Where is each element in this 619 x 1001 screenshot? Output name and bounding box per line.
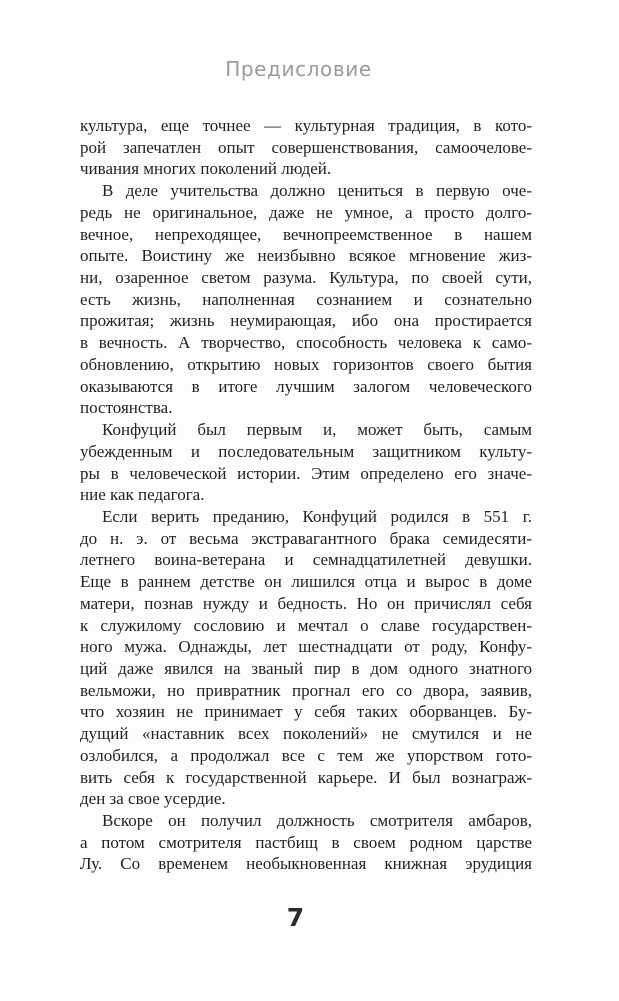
text-line: рой запечатлен опыт совершенствования, самоочелове-: [80, 137, 532, 157]
body-text: [80, 115, 532, 875]
text-line: ден за свое усердие.: [80, 789, 226, 809]
text-line: опыте. Воистину же неизбывно всякое мгновение жиз-: [80, 246, 532, 266]
text-line: чивания многих поколений людей.: [80, 159, 332, 179]
text-line: Еще в раннем детстве он лишился отца и вырос в доме: [80, 572, 532, 592]
page-number: 7: [286, 903, 305, 932]
text-line: Лу. Со временем необыкновенная книжная эрудиция: [80, 854, 532, 874]
paragraph: [80, 506, 532, 810]
text-line: оказываются в итоге лучшим залогом человеческого: [80, 376, 532, 396]
text-line: ние как педагога.: [80, 485, 205, 505]
text-line: убежденным и последовательным защитником культу-: [80, 441, 532, 461]
text-line: Конфуций был первым и, может быть, самым: [102, 420, 532, 440]
paragraph: [80, 115, 532, 180]
text-line: вельможи, но привратник прогнал его со двора, заявив,: [80, 680, 532, 700]
text-line: ры в человеческой истории. Этим определено его значе-: [80, 463, 532, 483]
text-line: дущий «наставник всех поколений» не смутился и не: [80, 724, 532, 744]
text-line: озлобился, а продолжал все с тем же упорством гото-: [80, 745, 532, 765]
text-line: обновлению, открытию новых горизонтов своего бытия: [80, 354, 532, 374]
text-line: В деле учительства должно цениться в первую оче-: [102, 181, 532, 201]
text-line: ного мужа. Однажды, лет шестнадцати от роду, Конфу-: [80, 637, 532, 657]
text-line: прожитая; жизнь неумирающая, ибо она простирается: [80, 311, 532, 331]
text-line: что хозяин не принимает у себя таких оборванцев. Бу-: [80, 702, 532, 722]
text-line: вечное, непреходящее, вечнопреемственное в нашем: [80, 224, 532, 244]
text-line: а потом смотрителя пастбищ в своем родном царстве: [80, 832, 532, 852]
text-line: к служилому сословию и мечтал о славе государствен-: [80, 615, 532, 635]
text-line: вить себя к государственной карьере. И был вознаграж-: [80, 767, 532, 787]
text-line: до н. э. от весьма экстравагантного брака семидесяти-: [80, 528, 532, 548]
text-line: редь не оригинальное, даже не умное, а просто долго-: [80, 202, 532, 222]
text-line: ни, озаренное светом разума. Культура, по своей сути,: [80, 268, 532, 288]
text-line: постоянства.: [80, 398, 173, 418]
paragraph: [80, 419, 532, 506]
text-line: Вскоре он получил должность смотрителя амбаров,: [102, 811, 532, 830]
text-line: ций даже явился на званый пир в дом одного знатного: [80, 658, 532, 678]
running-head: Предисловие: [225, 57, 372, 81]
paragraph: [80, 810, 532, 875]
text-line: культура, еще точнее — культурная традиция, в кото-: [80, 116, 532, 135]
text-line: есть жизнь, наполненная сознанием и сознательно: [80, 289, 532, 309]
paragraph: [80, 180, 532, 419]
text-line: в вечность. А творчество, способность человека к само-: [80, 333, 532, 353]
text-line: матери, познав нужду и бедность. Но он причислял себя: [80, 593, 532, 613]
text-line: летнего воина-ветерана и семнадцатилетней девушки.: [80, 550, 532, 570]
text-line: Если верить преданию, Конфуций родился в 551 г.: [102, 506, 532, 526]
